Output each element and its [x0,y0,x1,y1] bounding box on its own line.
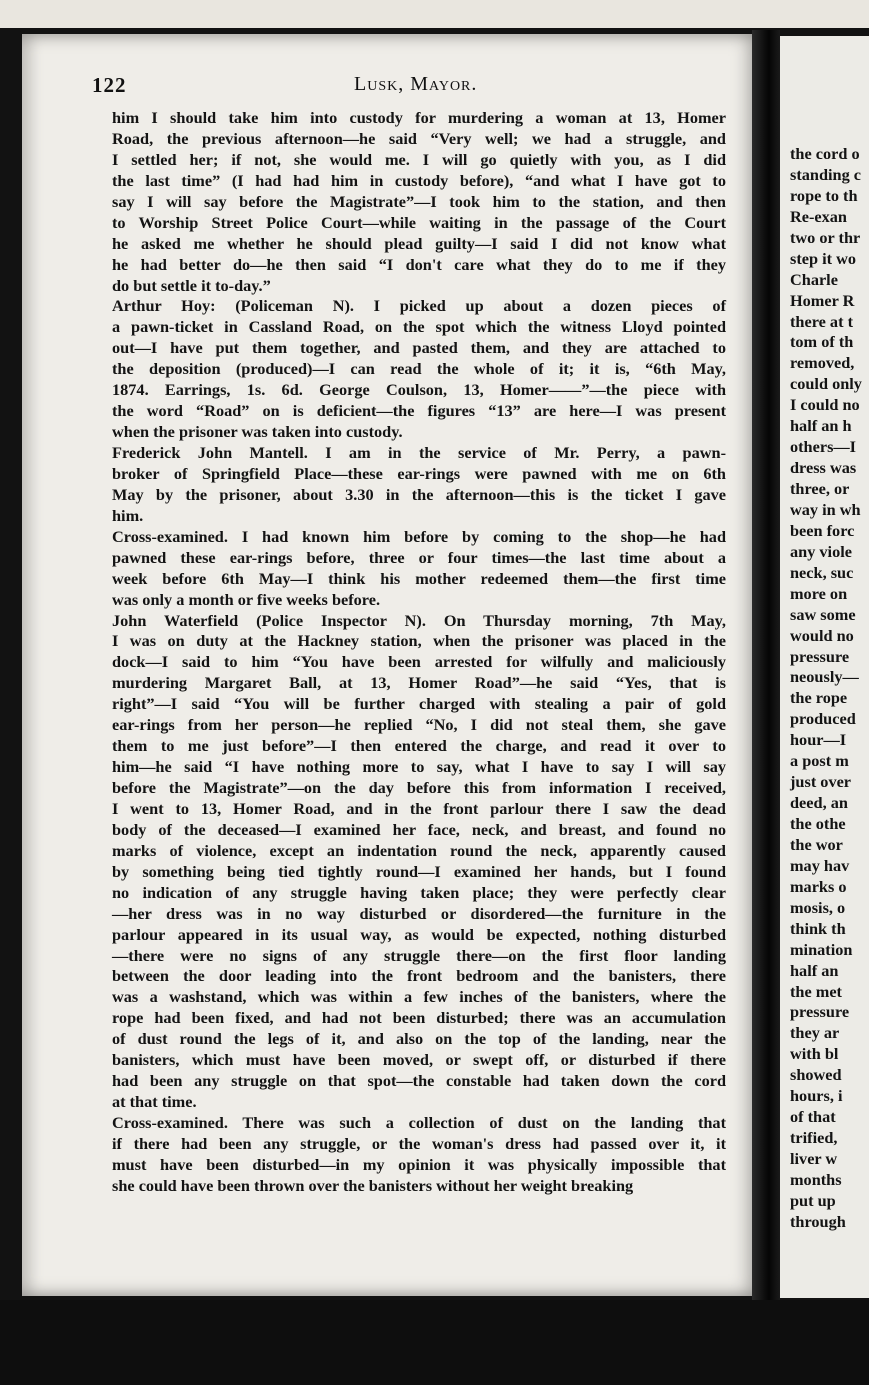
right-page-line: through [790,1211,846,1231]
text-line: was a washstand, which was within a few inches of the banisters, where the [112,987,726,1007]
text-line: by something being tied tightly round—I examined her hands, but I found [112,861,726,881]
text-line: the deposition (produced)—I can read the whole of it; it is, “6th May, [112,359,726,379]
text-line: him—he said “I have nothing more to say, what I have to say I will say [112,757,726,777]
text-line: body of the deceased—I examined her face, neck, and breast, and found no [112,819,726,839]
right-page-line: step it wo [790,248,857,268]
text-line: I was on duty at the Hackney station, when the prisoner was placed in the [112,631,726,651]
right-page-line: would no [790,625,854,645]
text-line: Frederick John Mantell. I am in the service of Mr. Perry, a pawn- [112,443,726,462]
text-line: if there had been any struggle, or the woman's dress had passed over it, it [112,1133,726,1153]
scan-top-strip [0,0,869,28]
text-line: at that time. [112,1092,197,1112]
text-line: parlour appeared in its usual way, as would be expected, nothing disturbed [112,924,726,944]
text-line: between the door leading into the front bedroom and the banisters, there [112,966,726,986]
right-page-line: been forc [790,520,855,540]
right-page-line: neck, suc [790,562,854,582]
text-line: had been any struggle on that spot—the constable had taken down the cord [112,1071,726,1091]
text-line: marks of violence, except an indentation round the neck, apparently caused [112,840,726,860]
right-page-line: pressure [790,646,850,666]
text-line: John Waterfield (Police Inspector N). On Thursday morning, 7th May, [112,610,726,630]
right-page-line: standing c [790,164,862,184]
right-page-line: half an h [790,416,852,436]
text-line: to Worship Street Police Court—while waiting in the passage of the Court [112,212,726,232]
right-page-line: any viole [790,541,852,561]
text-line: him I should take him into custody for murdering a woman at 13, Homer [112,108,726,127]
right-page-line: may hav [790,855,850,875]
text-line: —her dress was in no way disturbed or disordered—the furniture in the [112,903,726,923]
right-page-line: Homer R [790,290,855,310]
right-page-line: the cord o [790,144,860,163]
right-page-line: hour—I [790,730,847,750]
right-page-fragment [780,36,869,1298]
right-page-line: just over [790,772,852,792]
right-page-line: they ar [790,1023,840,1043]
right-page-line: way in wh [790,499,861,519]
right-page-line: two or thr [790,227,861,247]
text-line: May by the prisoner, about 3.30 in the afternoon—this is the ticket I gave [112,484,726,504]
right-page-line: dress was [790,458,857,478]
right-page-line: I could no [790,395,860,415]
text-line: right”—I said “You will be further charged with stealing a pair of gold [112,694,726,714]
right-page-line: Re-exan [790,206,847,226]
right-page-line: marks o [790,876,847,896]
text-line: Cross-examined. There was such a collection of dust on the landing that [112,1113,726,1132]
right-page-line: neously— [790,667,859,687]
page-number: 122 [92,73,127,97]
right-page-line: tom of th [790,332,854,352]
right-page-line: a post m [790,751,849,771]
right-page-line: liver w [790,1149,838,1168]
right-page-line: more on [790,583,848,603]
right-page-line: the rope [790,688,848,708]
right-page-line: put up [790,1190,836,1210]
right-page-line: the met [790,981,842,1001]
right-page-line: deed, an [790,793,848,813]
right-page-line: hours, i [790,1086,843,1106]
right-page-line: removed, [790,353,855,373]
right-page-line: mosis, o [790,897,846,917]
text-line: say I will say before the Magistrate”—I took him to the station, and then [112,191,726,211]
right-page-line: others—I [790,437,857,457]
text-line: week before 6th May—I think his mother redeemed them—the first time [112,568,726,588]
text-line: do but settle it to-day.” [112,275,271,295]
text-line: the word “Road” on is deficient—the figures “13” are here—I was present [112,401,726,421]
right-page-text [790,144,869,1233]
book-gutter [752,30,780,1300]
running-head: Lusk, Mayor. [354,73,478,95]
text-line: banisters, which must have been moved, or swept off, or disturbed if there [112,1050,726,1070]
text-line: pawned these ear-rings before, three or four times—the last time about a [112,547,726,567]
right-page-line: Charle [790,269,838,289]
right-page-line: pressure [790,1002,850,1022]
text-line: he had better do—he then said “I don't care what they do to me if they [112,254,726,274]
right-page-line: there at t [790,311,853,331]
right-page-line: mination [790,939,853,959]
text-line: ear-rings from her person—he replied “No, I did not steal them, she gave [112,715,726,735]
text-line: them to me just before”—I then entered the charge, and read it over to [112,736,726,756]
text-line: murdering Margaret Ball, at 13, Homer Road”—he said “Yes, that is [112,673,726,693]
right-page-line: with bl [790,1044,839,1064]
text-line: she could have been thrown over the banisters without her weight breaking [112,1175,634,1195]
text-line: must have been disturbed—in my opinion it was physically impossible that [112,1154,726,1174]
right-page-line: the othe [790,814,846,833]
right-page-line: of that [790,1107,836,1127]
text-line: rope had been fixed, and had not been disturbed; there was an accumulation [112,1008,726,1028]
right-page-line: think th [790,918,846,938]
text-line: him. [112,505,144,525]
text-line: no indication of any struggle having taken place; they were perfectly clear [112,882,726,902]
text-line: I went to 13, Homer Road, and in the front parlour there I saw the dead [112,798,726,818]
text-line: he asked me whether he should plead guilty—I said I did not know what [112,233,726,253]
text-line: broker of Springfield Place—these ear-rings were pawned with me on 6th [112,463,726,483]
right-page-line: rope to th [790,185,858,205]
text-line: the last time” (I had had him in custody before), “and what I have got to [112,170,726,190]
right-page-line: months [790,1169,842,1189]
text-line: —there were no signs of any struggle there—on the first floor landing [112,945,726,965]
body-text [112,108,726,1197]
right-page-line: produced [790,709,856,729]
right-page-line: the wor [790,834,843,854]
text-line: 1874. Earrings, 1s. 6d. George Coulson, 13, Homer——”—the piece with [112,380,726,400]
right-page-line: trified, [790,1128,838,1148]
text-line: dock—I said to him “You have been arrested for wilfully and maliciously [112,652,726,672]
text-line: when the prisoner was taken into custody. [112,422,403,442]
scan-bottom-border [0,1300,869,1385]
text-line: Cross-examined. I had known him before by coming to the shop—he had [112,526,726,546]
text-line: Road, the previous afternoon—he said “Very well; we had a struggle, and [112,128,726,148]
text-line: a pawn-ticket in Cassland Road, on the spot which the witness Lloyd pointed [112,317,726,337]
right-page-line: could only [790,374,862,394]
text-line: Arthur Hoy: (Policeman N). I picked up about a dozen pieces of [112,296,726,316]
text-line: out—I have put them together, and pasted them, and they are attached to [112,338,726,358]
text-line: before the Magistrate”—on the day before this from information I received, [112,778,726,797]
text-line: of dust round the legs of it, and also on the top of the landing, near the [112,1029,726,1049]
right-page-line: saw some [790,604,856,624]
page-header [92,73,732,103]
text-line: I settled her; if not, she would me. I will go quietly with you, as I did [112,149,726,169]
right-page-line: half an [790,960,839,980]
right-page-line: three, or [790,479,850,498]
right-page-line: showed [790,1065,842,1085]
text-line: was only a month or five weeks before. [112,589,381,609]
